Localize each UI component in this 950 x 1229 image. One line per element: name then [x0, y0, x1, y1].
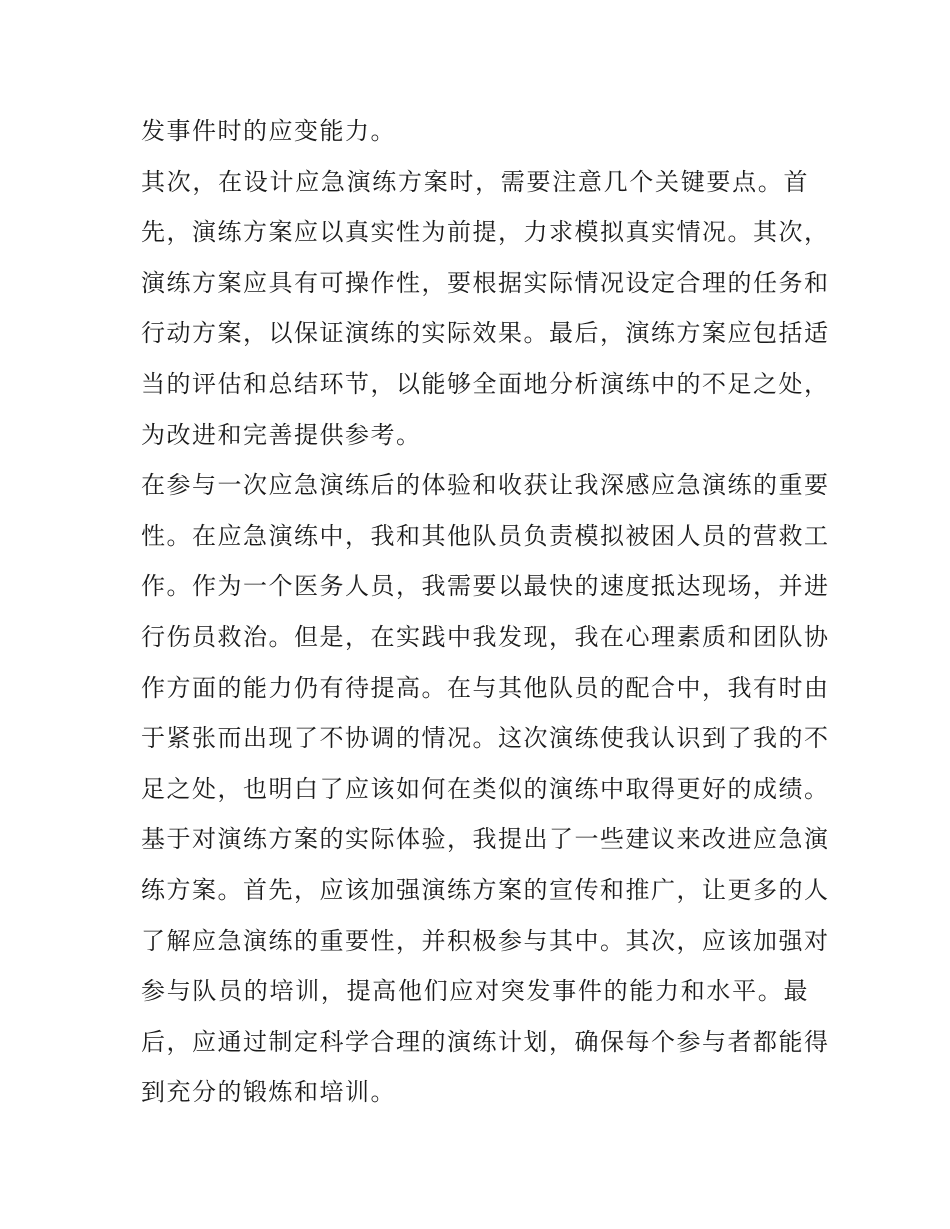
text-line: 在参与一次应急演练后的体验和收获让我深感应急演练的重要: [141, 471, 830, 500]
text-line: 行动方案，以保证演练的实际效果。最后，演练方案应包括适: [141, 319, 830, 348]
text-line: 为改进和完善提供参考。: [141, 420, 422, 449]
text-line: 演练方案应具有可操作性，要根据实际情况设定合理的任务和: [141, 268, 830, 297]
text-line: 到充分的锻炼和培训。: [141, 1078, 396, 1107]
text-line: 其次，在设计应急演练方案时，需要注意几个关键要点。首: [141, 167, 809, 196]
text-line: 足之处，也明白了应该如何在类似的演练中取得更好的成绩。: [141, 774, 830, 803]
text-line: 于紧张而出现了不协调的情况。这次演练使我认识到了我的不: [141, 724, 830, 753]
text-line: 后，应通过制定科学合理的演练计划，确保每个参与者都能得: [141, 1027, 830, 1056]
body-text: [141, 106, 830, 1118]
text-line: 发事件时的应变能力。: [141, 117, 396, 145]
text-line: 练方案。首先，应该加强演练方案的宣传和推广，让更多的人: [141, 875, 830, 904]
text-line: 性。在应急演练中，我和其他队员负责模拟被困人员的营救工: [141, 521, 830, 550]
text-line: 了解应急演练的重要性，并积极参与其中。其次，应该加强对: [141, 926, 830, 955]
text-line: 作方面的能力仍有待提高。在与其他队员的配合中，我有时由: [141, 673, 830, 702]
text-line: 作。作为一个医务人员，我需要以最快的速度抵达现场，并进: [141, 572, 830, 601]
text-line: 当的评估和总结环节，以能够全面地分析演练中的不足之处，: [141, 369, 830, 398]
text-line: 行伤员救治。但是，在实践中我发现，我在心理素质和团队协: [141, 622, 830, 651]
text-line: 先，演练方案应以真实性为前提，力求模拟真实情况。其次，: [141, 218, 830, 247]
text-line: 基于对演练方案的实际体验，我提出了一些建议来改进应急演: [141, 825, 830, 854]
text-line: 参与队员的培训，提高他们应对突发事件的能力和水平。最: [141, 977, 809, 1006]
